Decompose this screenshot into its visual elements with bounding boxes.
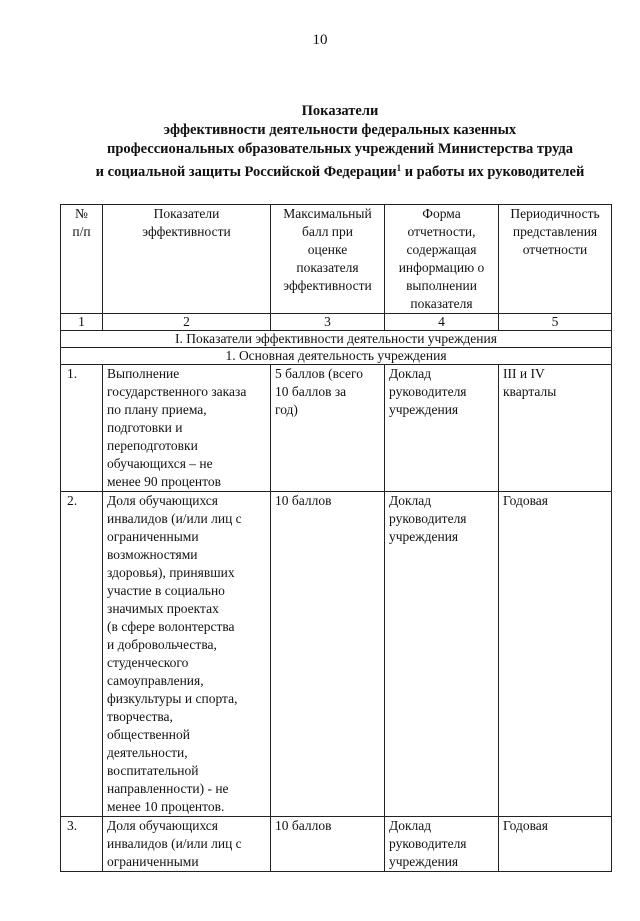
indicators-table <box>60 204 612 872</box>
column-number: 5 <box>499 314 612 331</box>
cell-line: учреждения <box>389 529 459 544</box>
cell-line: 10 баллов за <box>275 384 347 399</box>
cell-line: общественной <box>107 727 190 742</box>
cell-line: показателя <box>410 296 473 311</box>
periodicity-cell <box>499 817 612 872</box>
cell-line: выполнении <box>406 278 477 293</box>
table-body <box>61 205 612 872</box>
cell-line: п/п <box>72 224 91 239</box>
cell-line: ограниченными <box>107 854 199 869</box>
title-line: профессиональных образовательных учреждений Министерства труда <box>106 141 573 157</box>
row-number: 1. <box>61 365 103 492</box>
title-text: и социальной защиты Российской Федерации <box>95 164 397 180</box>
cell-line: деятельности, <box>107 745 188 760</box>
cell-line: III и IV <box>503 366 545 381</box>
cell-line: здоровья), принявших <box>107 565 235 580</box>
section-title-row <box>61 331 612 348</box>
column-number-row <box>61 314 612 331</box>
cell-line: инвалидов (и/или лиц с <box>107 836 242 851</box>
cell-line: Периодичность <box>510 206 600 221</box>
title-line: Показатели <box>301 103 379 119</box>
footnote-mark: 1 <box>396 163 402 173</box>
cell-line: руководителя <box>389 384 467 399</box>
cell-line: Максимальный <box>283 206 372 221</box>
cell-line: Доклад <box>389 493 432 508</box>
cell-line: Годовая <box>503 493 548 508</box>
cell-line: Выполнение <box>107 366 180 381</box>
cell-line: отчетности <box>522 242 588 257</box>
cell-line: № <box>75 206 88 221</box>
cell-line: показателя <box>296 260 359 275</box>
cell-line: представления <box>512 224 598 239</box>
cell-line: самоуправления, <box>107 673 204 688</box>
cell-line: руководителя <box>389 836 467 851</box>
cell-line: 10 баллов <box>275 493 332 508</box>
cell-line: государственного заказа <box>107 384 247 399</box>
periodicity-cell <box>499 365 612 492</box>
cell-line: информацию о <box>398 260 485 275</box>
cell-line: значимых проектах <box>107 601 219 616</box>
cell-line: Доля обучающихся <box>107 493 219 508</box>
column-number: 3 <box>271 314 385 331</box>
cell-line: 10 баллов <box>275 818 332 833</box>
table-row <box>61 817 612 872</box>
cell-line: Показатели <box>153 206 220 221</box>
title-line: эффективности деятельности федеральных казенных <box>163 122 517 138</box>
table-row <box>61 365 612 492</box>
periodicity-cell <box>499 492 612 817</box>
cell-line: и добровольчества, <box>107 637 217 652</box>
indicator-cell <box>103 365 271 492</box>
subsection-title: 1. Основная деятельность учреждения <box>61 348 612 365</box>
title-text: и работы их руководителей <box>401 164 585 180</box>
max-score-cell <box>271 492 385 817</box>
cell-line: оценке <box>307 242 348 257</box>
report-form-cell <box>385 365 499 492</box>
column-number: 4 <box>385 314 499 331</box>
max-score-cell <box>271 365 385 492</box>
max-score-cell <box>271 817 385 872</box>
cell-line: подготовки и <box>107 420 183 435</box>
subsection-title-row <box>61 348 612 365</box>
cell-line: (в сфере волонтерства <box>107 619 235 634</box>
cell-line: физкультуры и спорта, <box>107 691 238 706</box>
report-form-cell <box>385 492 499 817</box>
cell-line: содержащая <box>406 242 477 257</box>
column-number: 1 <box>61 314 103 331</box>
title-line <box>60 159 620 182</box>
page-number: 10 <box>312 32 328 48</box>
row-number: 2. <box>61 492 103 817</box>
column-number: 2 <box>103 314 271 331</box>
cell-line: переподготовки <box>107 438 198 453</box>
cell-line: Доклад <box>389 818 432 833</box>
section-title: I. Показатели эффективности деятельности учреждения <box>61 331 612 348</box>
cell-line: ограниченными <box>107 529 199 544</box>
cell-line: руководителя <box>389 511 467 526</box>
cell-line: возможностями <box>107 547 198 562</box>
cell-line: обучающихся – не <box>107 456 213 471</box>
cell-line: год) <box>275 402 298 417</box>
cell-line: Доклад <box>389 366 432 381</box>
cell-line: балл при <box>301 224 354 239</box>
cell-line: инвалидов (и/или лиц с <box>107 511 242 526</box>
cell-line: кварталы <box>503 384 557 399</box>
column-header <box>103 205 271 314</box>
column-header <box>61 205 103 314</box>
indicator-cell <box>103 492 271 817</box>
report-form-cell <box>385 817 499 872</box>
cell-line: менее 90 процентов <box>107 474 222 489</box>
cell-line: 5 баллов (всего <box>275 366 363 381</box>
row-number: 3. <box>61 817 103 872</box>
cell-line: Форма <box>422 206 461 221</box>
cell-line: творчества, <box>107 709 173 724</box>
cell-line: эффективности <box>142 224 231 239</box>
cell-line: по плану приема, <box>107 402 207 417</box>
column-header <box>499 205 612 314</box>
cell-line: учреждения <box>389 402 459 417</box>
header-row <box>61 205 612 314</box>
column-header <box>385 205 499 314</box>
column-header <box>271 205 385 314</box>
cell-line: воспитательной <box>107 763 199 778</box>
cell-line: отчетности, <box>407 224 476 239</box>
cell-line: эффективности <box>283 278 372 293</box>
document-title <box>60 102 620 182</box>
cell-line: направленности) - не <box>107 781 229 796</box>
indicator-cell <box>103 817 271 872</box>
cell-line: студенческого <box>107 655 189 670</box>
cell-line: учреждения <box>389 854 459 869</box>
cell-line: Доля обучающихся <box>107 818 219 833</box>
table-row <box>61 492 612 817</box>
cell-line: участие в социально <box>107 583 225 598</box>
cell-line: Годовая <box>503 818 548 833</box>
cell-line: менее 10 процентов. <box>107 799 225 814</box>
